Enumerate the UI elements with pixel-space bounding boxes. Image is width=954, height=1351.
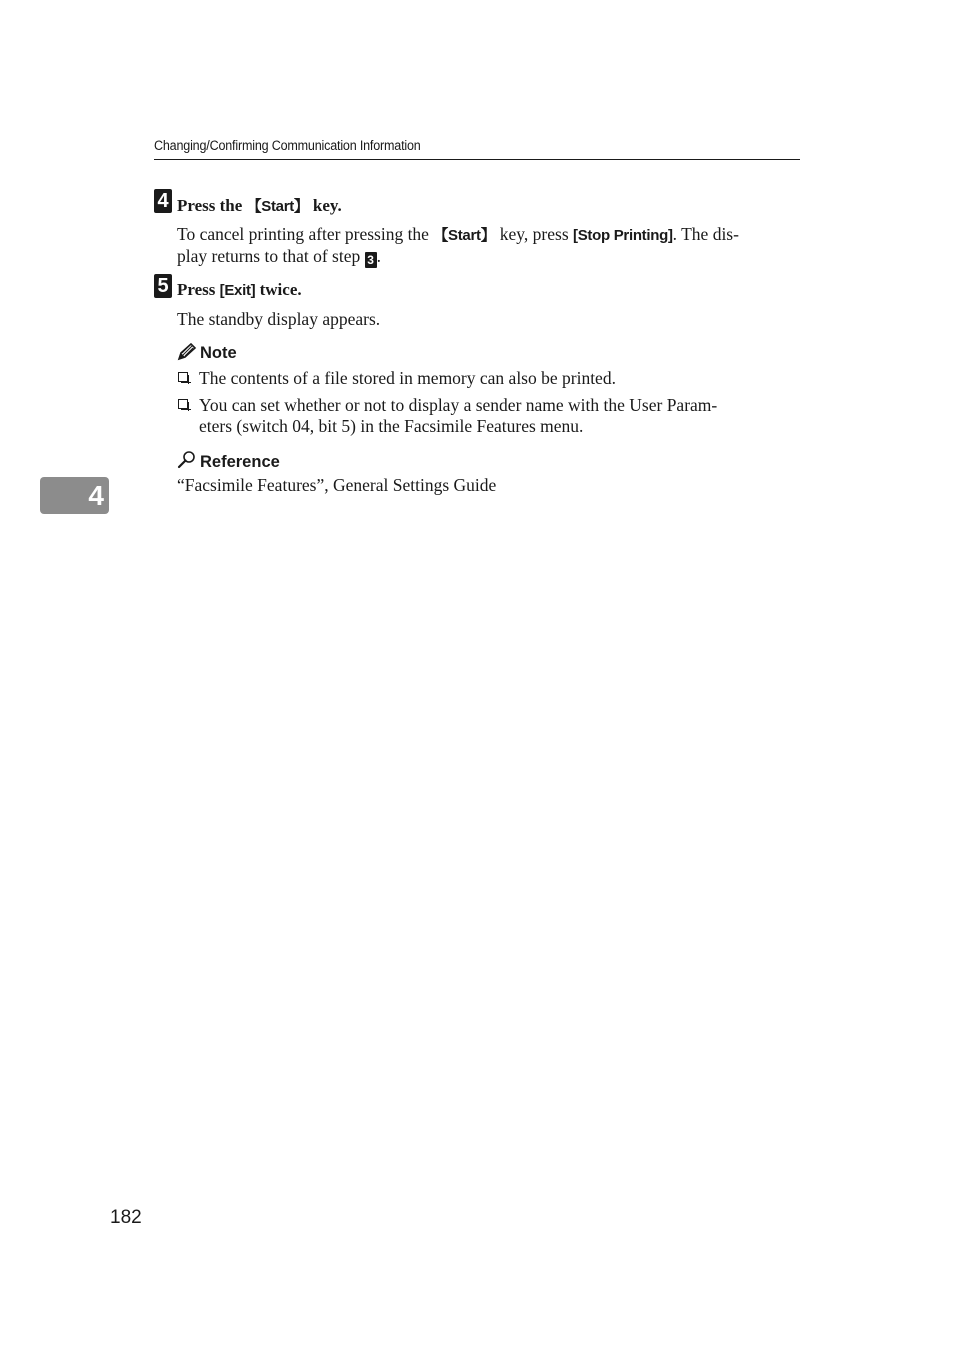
page-number: 182 — [110, 1207, 142, 1228]
start-key-label: 【Start】 — [246, 198, 309, 215]
reference-heading: Reference — [177, 450, 280, 472]
step-ref-3: 3 — [365, 252, 377, 268]
step-4-body: To cancel printing after pressing the 【Start】 key, press [Stop Printing]. The dis- play returns to that of step 3 . — [177, 224, 739, 267]
chapter-tab: 4 — [40, 477, 109, 514]
reference-text: “Facsimile Features”, General Settings Guide — [177, 475, 497, 495]
exit-key-label: [Exit] — [219, 282, 256, 299]
step-number-5: 5 — [154, 274, 172, 298]
running-header: Changing/Confirming Communication Information — [154, 138, 421, 153]
step-4-title: Press the 【Start】 key. — [177, 196, 342, 215]
magnifier-icon — [177, 450, 197, 470]
note-item-1: The contents of a file stored in memory can also be printed. — [177, 368, 800, 389]
note-heading: Note — [177, 343, 237, 363]
step-5-title: Press [Exit] twice. — [177, 280, 302, 299]
step-5-body: The standby display appears. — [177, 309, 381, 329]
pencil-icon — [177, 343, 197, 361]
header-rule — [154, 159, 800, 160]
step-number-4: 4 — [154, 189, 172, 213]
note-item-2: You can set whether or not to display a sender name with the User Param- eters (switch 04, bit 5) in the Facsimile Features menu. — [177, 395, 800, 437]
checkbox-bullet-icon — [178, 372, 188, 382]
checkbox-bullet-icon — [178, 399, 188, 409]
